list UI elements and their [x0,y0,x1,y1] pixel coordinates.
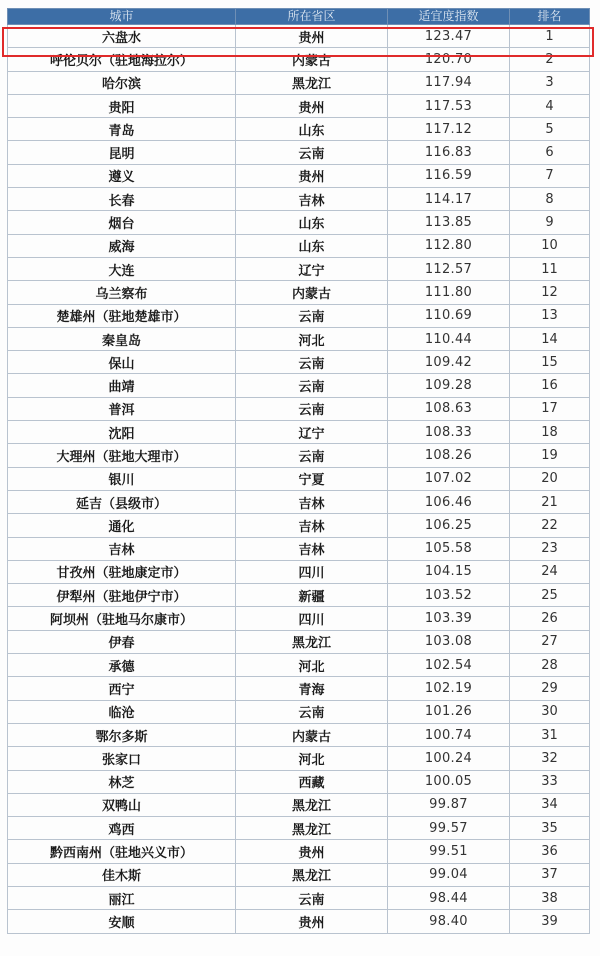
city-cell: 沈阳 [8,421,236,444]
province-cell: 贵州 [236,164,388,187]
index-cell: 101.26 [388,700,510,723]
rank-cell: 22 [510,514,590,537]
index-cell: 116.59 [388,164,510,187]
city-cell: 青岛 [8,118,236,141]
province-cell: 云南 [236,351,388,374]
city-cell: 长春 [8,188,236,211]
city-cell: 贵阳 [8,94,236,117]
province-cell: 新疆 [236,584,388,607]
province-cell: 内蒙古 [236,281,388,304]
city-cell: 六盘水 [8,25,236,48]
rank-cell: 26 [510,607,590,630]
table-row [8,840,590,863]
province-cell: 四川 [236,560,388,583]
table-row [8,467,590,490]
province-cell: 云南 [236,304,388,327]
province-cell: 云南 [236,886,388,909]
province-cell: 河北 [236,747,388,770]
table-row [8,211,590,234]
index-cell: 120.70 [388,48,510,71]
city-cell: 安顺 [8,910,236,933]
city-cell: 遵义 [8,164,236,187]
index-cell: 102.54 [388,654,510,677]
province-cell: 辽宁 [236,257,388,280]
rank-cell: 30 [510,700,590,723]
table-row [8,327,590,350]
province-cell: 四川 [236,607,388,630]
rank-cell: 6 [510,141,590,164]
city-cell: 普洱 [8,397,236,420]
city-cell: 伊春 [8,630,236,653]
city-cell: 承德 [8,654,236,677]
city-cell: 楚雄州（驻地楚雄市） [8,304,236,327]
index-cell: 103.08 [388,630,510,653]
city-cell: 张家口 [8,747,236,770]
rank-cell: 16 [510,374,590,397]
city-cell: 银川 [8,467,236,490]
rank-cell: 14 [510,327,590,350]
city-cell: 昆明 [8,141,236,164]
province-cell: 吉林 [236,537,388,560]
rank-cell: 36 [510,840,590,863]
header-rank: 排名 [510,9,590,25]
city-cell: 临沧 [8,700,236,723]
table-row [8,677,590,700]
rank-cell: 2 [510,48,590,71]
province-cell: 黑龙江 [236,863,388,886]
table-row [8,607,590,630]
province-cell: 吉林 [236,514,388,537]
index-cell: 108.33 [388,421,510,444]
header-province: 所在省区 [236,9,388,25]
city-cell: 大连 [8,257,236,280]
table-header [8,9,590,25]
city-cell: 通化 [8,514,236,537]
province-cell: 云南 [236,444,388,467]
table-row [8,747,590,770]
city-cell: 保山 [8,351,236,374]
province-cell: 云南 [236,700,388,723]
city-cell: 林芝 [8,770,236,793]
province-cell: 云南 [236,141,388,164]
city-cell: 哈尔滨 [8,71,236,94]
index-cell: 110.69 [388,304,510,327]
rank-cell: 27 [510,630,590,653]
province-cell: 山东 [236,118,388,141]
header-row [8,9,590,25]
table-row [8,770,590,793]
index-cell: 108.26 [388,444,510,467]
table-row [8,863,590,886]
rank-cell: 34 [510,793,590,816]
index-cell: 100.24 [388,747,510,770]
rank-cell: 19 [510,444,590,467]
rank-cell: 15 [510,351,590,374]
index-cell: 114.17 [388,188,510,211]
index-cell: 99.51 [388,840,510,863]
province-cell: 黑龙江 [236,630,388,653]
province-cell: 贵州 [236,910,388,933]
city-cell: 佳木斯 [8,863,236,886]
rank-cell: 21 [510,490,590,513]
province-cell: 黑龙江 [236,71,388,94]
city-cell: 秦皇岛 [8,327,236,350]
city-cell: 伊犁州（驻地伊宁市） [8,584,236,607]
index-cell: 117.94 [388,71,510,94]
rank-cell: 25 [510,584,590,607]
rank-cell: 9 [510,211,590,234]
table-row [8,444,590,467]
index-cell: 99.57 [388,817,510,840]
rank-cell: 18 [510,421,590,444]
province-cell: 黑龙江 [236,817,388,840]
table-row [8,188,590,211]
province-cell: 西藏 [236,770,388,793]
city-cell: 西宁 [8,677,236,700]
index-cell: 112.57 [388,257,510,280]
rank-cell: 29 [510,677,590,700]
city-cell: 阿坝州（驻地马尔康市） [8,607,236,630]
province-cell: 山东 [236,211,388,234]
rank-cell: 24 [510,560,590,583]
index-cell: 105.58 [388,537,510,560]
rank-cell: 31 [510,723,590,746]
table-row [8,793,590,816]
province-cell: 云南 [236,397,388,420]
province-cell: 黑龙江 [236,793,388,816]
city-cell: 曲靖 [8,374,236,397]
city-ranking-table [7,8,590,934]
index-cell: 117.53 [388,94,510,117]
table-row [8,537,590,560]
city-cell: 黔西南州（驻地兴义市） [8,840,236,863]
city-cell: 延吉（县级市） [8,490,236,513]
rank-cell: 10 [510,234,590,257]
city-cell: 呼伦贝尔（驻地海拉尔） [8,48,236,71]
province-cell: 内蒙古 [236,48,388,71]
table-row [8,351,590,374]
rank-cell: 12 [510,281,590,304]
city-cell: 威海 [8,234,236,257]
province-cell: 辽宁 [236,421,388,444]
header-index: 适宜度指数 [388,9,510,25]
city-cell: 大理州（驻地大理市） [8,444,236,467]
province-cell: 吉林 [236,490,388,513]
rank-cell: 4 [510,94,590,117]
province-cell: 河北 [236,327,388,350]
table-row [8,421,590,444]
rank-cell: 33 [510,770,590,793]
rank-cell: 37 [510,863,590,886]
rank-cell: 20 [510,467,590,490]
table-row [8,910,590,933]
city-cell: 丽江 [8,886,236,909]
province-cell: 内蒙古 [236,723,388,746]
index-cell: 109.28 [388,374,510,397]
index-cell: 100.74 [388,723,510,746]
index-cell: 117.12 [388,118,510,141]
rank-cell: 13 [510,304,590,327]
table-row [8,374,590,397]
index-cell: 104.15 [388,560,510,583]
table-row [8,514,590,537]
rank-cell: 28 [510,654,590,677]
index-cell: 100.05 [388,770,510,793]
index-cell: 103.39 [388,607,510,630]
index-cell: 98.44 [388,886,510,909]
rank-cell: 35 [510,817,590,840]
table-row [8,71,590,94]
city-cell: 乌兰察布 [8,281,236,304]
province-cell: 山东 [236,234,388,257]
province-cell: 贵州 [236,94,388,117]
index-cell: 108.63 [388,397,510,420]
table-row [8,700,590,723]
rank-cell: 1 [510,25,590,48]
table-row [8,817,590,840]
table-row [8,560,590,583]
header-city: 城市 [8,9,236,25]
rank-cell: 7 [510,164,590,187]
rank-cell: 32 [510,747,590,770]
province-cell: 贵州 [236,25,388,48]
rank-cell: 5 [510,118,590,141]
index-cell: 113.85 [388,211,510,234]
index-cell: 111.80 [388,281,510,304]
index-cell: 102.19 [388,677,510,700]
index-cell: 109.42 [388,351,510,374]
city-cell: 吉林 [8,537,236,560]
index-cell: 123.47 [388,25,510,48]
table-row [8,886,590,909]
index-cell: 116.83 [388,141,510,164]
city-cell: 鸡西 [8,817,236,840]
table-row [8,257,590,280]
index-cell: 106.46 [388,490,510,513]
rank-cell: 11 [510,257,590,280]
index-cell: 99.87 [388,793,510,816]
table-row [8,164,590,187]
province-cell: 宁夏 [236,467,388,490]
rank-cell: 38 [510,886,590,909]
index-cell: 110.44 [388,327,510,350]
index-cell: 107.02 [388,467,510,490]
table-row [8,48,590,71]
rank-cell: 23 [510,537,590,560]
index-cell: 103.52 [388,584,510,607]
rank-cell: 17 [510,397,590,420]
city-cell: 双鸭山 [8,793,236,816]
city-cell: 烟台 [8,211,236,234]
table-row [8,141,590,164]
table-row [8,490,590,513]
table-row [8,584,590,607]
index-cell: 106.25 [388,514,510,537]
table-body [8,25,590,934]
table-row [8,723,590,746]
city-cell: 甘孜州（驻地康定市） [8,560,236,583]
rank-cell: 8 [510,188,590,211]
province-cell: 河北 [236,654,388,677]
city-cell: 鄂尔多斯 [8,723,236,746]
table-row [8,654,590,677]
table-row [8,234,590,257]
table-row [8,94,590,117]
province-cell: 吉林 [236,188,388,211]
index-cell: 99.04 [388,863,510,886]
rank-cell: 3 [510,71,590,94]
province-cell: 贵州 [236,840,388,863]
rank-cell: 39 [510,910,590,933]
province-cell: 云南 [236,374,388,397]
province-cell: 青海 [236,677,388,700]
index-cell: 112.80 [388,234,510,257]
table-row [8,304,590,327]
index-cell: 98.40 [388,910,510,933]
table-row [8,630,590,653]
table-row [8,25,590,48]
table-row [8,281,590,304]
table-row [8,397,590,420]
table-row [8,118,590,141]
